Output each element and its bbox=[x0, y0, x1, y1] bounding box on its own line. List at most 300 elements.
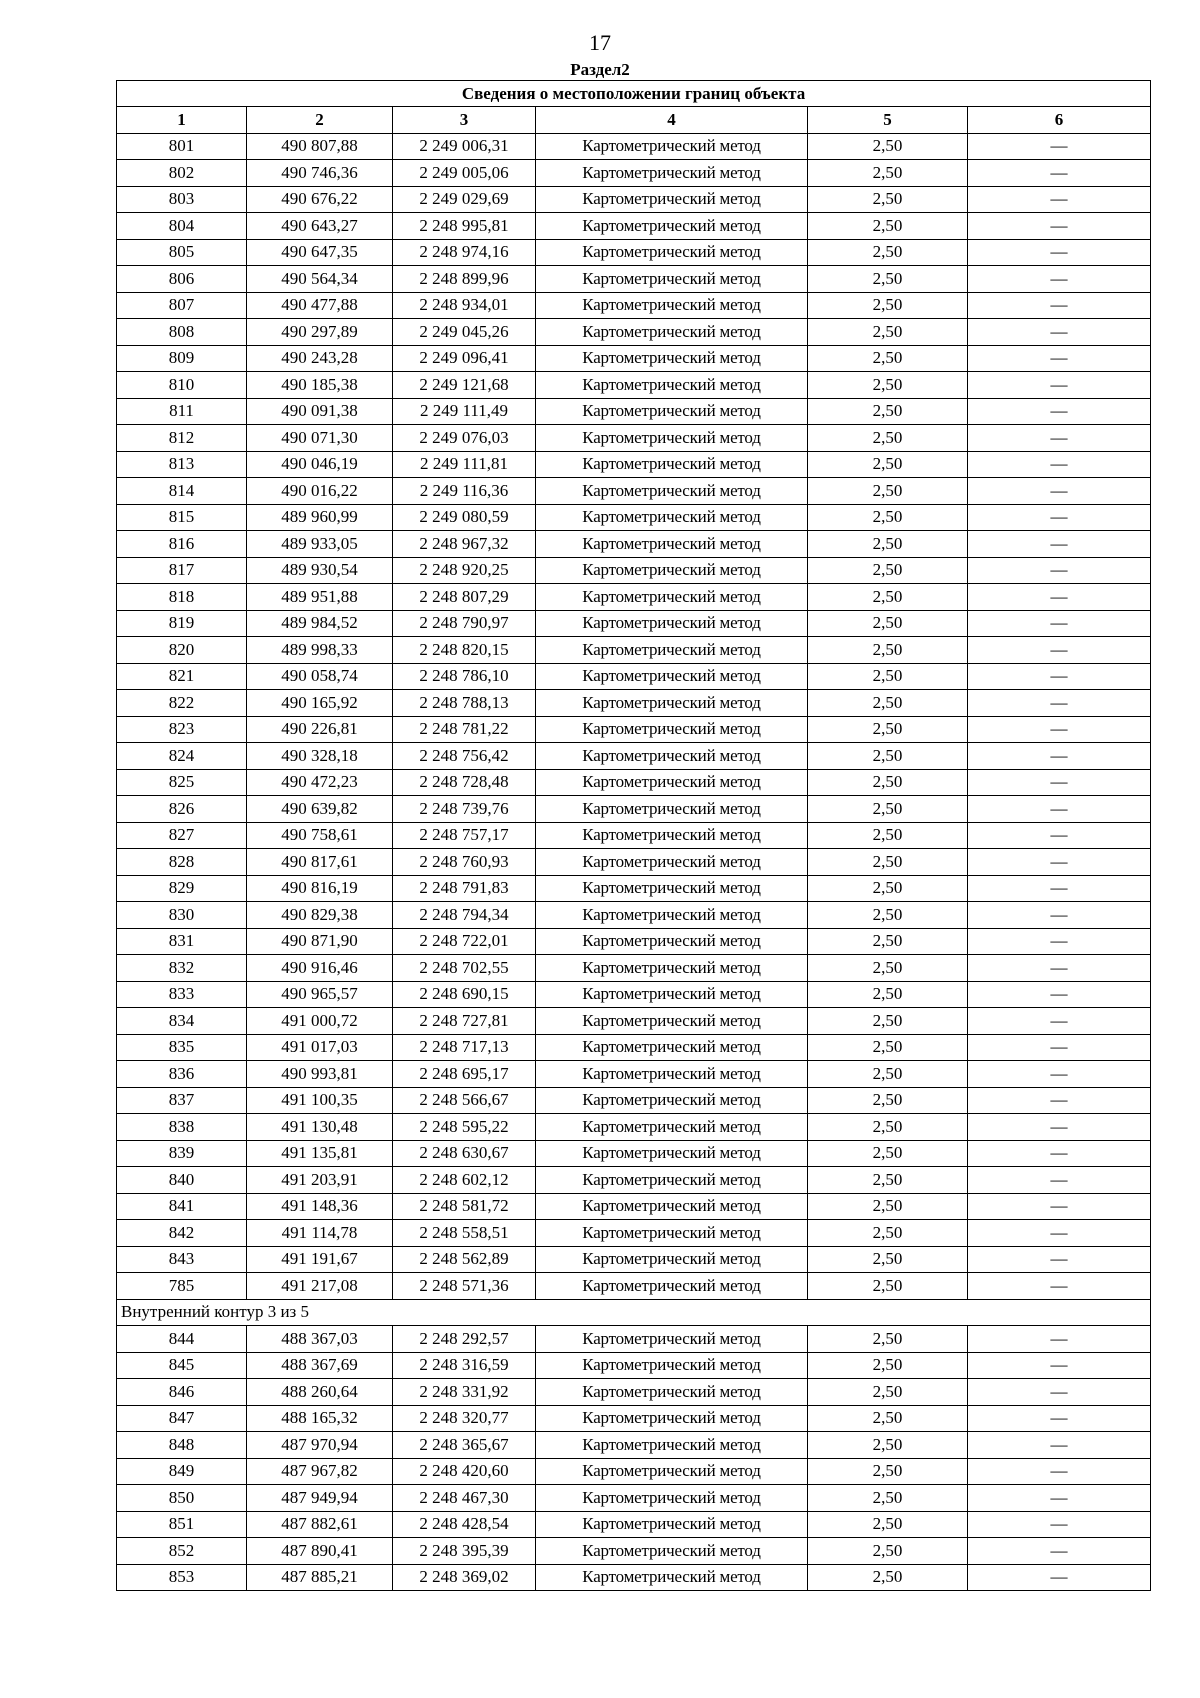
point-number-cell: 816 bbox=[117, 531, 247, 558]
method-cell: Картометрический метод bbox=[536, 1273, 808, 1300]
x-coordinate-cell: 490 965,57 bbox=[247, 981, 393, 1008]
point-number-cell: 840 bbox=[117, 1167, 247, 1194]
table-row bbox=[117, 1193, 1151, 1220]
note-cell: — bbox=[968, 716, 1151, 743]
y-coordinate-cell: 2 248 316,59 bbox=[393, 1352, 536, 1379]
x-coordinate-cell: 491 100,35 bbox=[247, 1087, 393, 1114]
point-number-cell: 829 bbox=[117, 875, 247, 902]
method-cell: Картометрический метод bbox=[536, 1114, 808, 1141]
y-coordinate-cell: 2 248 781,22 bbox=[393, 716, 536, 743]
y-coordinate-cell: 2 248 331,92 bbox=[393, 1379, 536, 1406]
method-cell: Картометрический метод bbox=[536, 478, 808, 505]
note-cell: — bbox=[968, 345, 1151, 372]
note-cell: — bbox=[968, 1034, 1151, 1061]
method-cell: Картометрический метод bbox=[536, 769, 808, 796]
point-number-cell: 849 bbox=[117, 1458, 247, 1485]
x-coordinate-cell: 491 000,72 bbox=[247, 1008, 393, 1035]
x-coordinate-cell: 490 071,30 bbox=[247, 425, 393, 452]
accuracy-cell: 2,50 bbox=[808, 875, 968, 902]
method-cell: Картометрический метод bbox=[536, 1352, 808, 1379]
y-coordinate-cell: 2 248 974,16 bbox=[393, 239, 536, 266]
note-cell: — bbox=[968, 663, 1151, 690]
method-cell: Картометрический метод bbox=[536, 981, 808, 1008]
accuracy-cell: 2,50 bbox=[808, 1087, 968, 1114]
y-coordinate-cell: 2 248 757,17 bbox=[393, 822, 536, 849]
method-cell: Картометрический метод bbox=[536, 425, 808, 452]
x-coordinate-cell: 490 816,19 bbox=[247, 875, 393, 902]
accuracy-cell: 2,50 bbox=[808, 690, 968, 717]
point-number-cell: 845 bbox=[117, 1352, 247, 1379]
y-coordinate-cell: 2 248 630,67 bbox=[393, 1140, 536, 1167]
method-cell: Картометрический метод bbox=[536, 1511, 808, 1538]
accuracy-cell: 2,50 bbox=[808, 451, 968, 478]
accuracy-cell: 2,50 bbox=[808, 1538, 968, 1565]
accuracy-cell: 2,50 bbox=[808, 716, 968, 743]
point-number-cell: 852 bbox=[117, 1538, 247, 1565]
y-coordinate-cell: 2 248 292,57 bbox=[393, 1326, 536, 1353]
point-number-cell: 835 bbox=[117, 1034, 247, 1061]
method-cell: Картометрический метод bbox=[536, 186, 808, 213]
table-row bbox=[117, 478, 1151, 505]
x-coordinate-cell: 490 817,61 bbox=[247, 849, 393, 876]
note-cell: — bbox=[968, 1167, 1151, 1194]
x-coordinate-cell: 489 998,33 bbox=[247, 637, 393, 664]
x-coordinate-cell: 491 130,48 bbox=[247, 1114, 393, 1141]
point-number-cell: 809 bbox=[117, 345, 247, 372]
x-coordinate-cell: 490 185,38 bbox=[247, 372, 393, 399]
point-number-cell: 832 bbox=[117, 955, 247, 982]
accuracy-cell: 2,50 bbox=[808, 1061, 968, 1088]
note-cell: — bbox=[968, 319, 1151, 346]
y-coordinate-cell: 2 248 739,76 bbox=[393, 796, 536, 823]
method-cell: Картометрический метод bbox=[536, 1061, 808, 1088]
table-row bbox=[117, 292, 1151, 319]
method-cell: Картометрический метод bbox=[536, 1405, 808, 1432]
contour-label-row bbox=[117, 1299, 1151, 1326]
table-row bbox=[117, 1246, 1151, 1273]
note-cell: — bbox=[968, 1326, 1151, 1353]
point-number-cell: 844 bbox=[117, 1326, 247, 1353]
y-coordinate-cell: 2 249 029,69 bbox=[393, 186, 536, 213]
table-body bbox=[117, 133, 1151, 1591]
table-row bbox=[117, 1405, 1151, 1432]
point-number-cell: 848 bbox=[117, 1432, 247, 1459]
table-row bbox=[117, 663, 1151, 690]
accuracy-cell: 2,50 bbox=[808, 822, 968, 849]
y-coordinate-cell: 2 248 786,10 bbox=[393, 663, 536, 690]
y-coordinate-cell: 2 248 760,93 bbox=[393, 849, 536, 876]
x-coordinate-cell: 491 148,36 bbox=[247, 1193, 393, 1220]
accuracy-cell: 2,50 bbox=[808, 372, 968, 399]
method-cell: Картометрический метод bbox=[536, 1008, 808, 1035]
accuracy-cell: 2,50 bbox=[808, 1193, 968, 1220]
point-number-cell: 820 bbox=[117, 637, 247, 664]
point-number-cell: 836 bbox=[117, 1061, 247, 1088]
note-cell: — bbox=[968, 557, 1151, 584]
method-cell: Картометрический метод bbox=[536, 955, 808, 982]
point-number-cell: 801 bbox=[117, 133, 247, 160]
accuracy-cell: 2,50 bbox=[808, 1564, 968, 1591]
boundary-coordinates-table bbox=[116, 80, 1151, 1591]
note-cell: — bbox=[968, 478, 1151, 505]
point-number-cell: 839 bbox=[117, 1140, 247, 1167]
method-cell: Картометрический метод bbox=[536, 133, 808, 160]
table-row bbox=[117, 1034, 1151, 1061]
table-row bbox=[117, 1432, 1151, 1459]
note-cell: — bbox=[968, 902, 1151, 929]
method-cell: Картометрический метод bbox=[536, 1485, 808, 1512]
note-cell: — bbox=[968, 796, 1151, 823]
note-cell: — bbox=[968, 743, 1151, 770]
table-row bbox=[117, 1326, 1151, 1353]
point-number-cell: 802 bbox=[117, 160, 247, 187]
point-number-cell: 847 bbox=[117, 1405, 247, 1432]
point-number-cell: 842 bbox=[117, 1220, 247, 1247]
y-coordinate-cell: 2 249 045,26 bbox=[393, 319, 536, 346]
accuracy-cell: 2,50 bbox=[808, 1432, 968, 1459]
table-row bbox=[117, 716, 1151, 743]
point-number-cell: 804 bbox=[117, 213, 247, 240]
x-coordinate-cell: 487 890,41 bbox=[247, 1538, 393, 1565]
table-row bbox=[117, 451, 1151, 478]
note-cell: — bbox=[968, 372, 1151, 399]
table-row bbox=[117, 1167, 1151, 1194]
accuracy-cell: 2,50 bbox=[808, 504, 968, 531]
table-row bbox=[117, 160, 1151, 187]
y-coordinate-cell: 2 248 690,15 bbox=[393, 981, 536, 1008]
table-row bbox=[117, 955, 1151, 982]
x-coordinate-cell: 490 993,81 bbox=[247, 1061, 393, 1088]
table-row bbox=[117, 796, 1151, 823]
method-cell: Картометрический метод bbox=[536, 213, 808, 240]
point-number-cell: 807 bbox=[117, 292, 247, 319]
table-row bbox=[117, 1511, 1151, 1538]
accuracy-cell: 2,50 bbox=[808, 1458, 968, 1485]
y-coordinate-cell: 2 248 728,48 bbox=[393, 769, 536, 796]
note-cell: — bbox=[968, 1405, 1151, 1432]
y-coordinate-cell: 2 248 722,01 bbox=[393, 928, 536, 955]
table-row bbox=[117, 319, 1151, 346]
x-coordinate-cell: 490 746,36 bbox=[247, 160, 393, 187]
x-coordinate-cell: 490 758,61 bbox=[247, 822, 393, 849]
method-cell: Картометрический метод bbox=[536, 1193, 808, 1220]
note-cell: — bbox=[968, 955, 1151, 982]
table-row bbox=[117, 1538, 1151, 1565]
accuracy-cell: 2,50 bbox=[808, 1352, 968, 1379]
table-row bbox=[117, 345, 1151, 372]
note-cell: — bbox=[968, 1220, 1151, 1247]
point-number-cell: 785 bbox=[117, 1273, 247, 1300]
accuracy-cell: 2,50 bbox=[808, 1379, 968, 1406]
y-coordinate-cell: 2 248 420,60 bbox=[393, 1458, 536, 1485]
table-row bbox=[117, 1273, 1151, 1300]
table-row bbox=[117, 504, 1151, 531]
method-cell: Картометрический метод bbox=[536, 557, 808, 584]
note-cell: — bbox=[968, 822, 1151, 849]
column-header-row bbox=[117, 107, 1151, 134]
accuracy-cell: 2,50 bbox=[808, 1008, 968, 1035]
x-coordinate-cell: 490 477,88 bbox=[247, 292, 393, 319]
x-coordinate-cell: 490 643,27 bbox=[247, 213, 393, 240]
point-number-cell: 808 bbox=[117, 319, 247, 346]
point-number-cell: 834 bbox=[117, 1008, 247, 1035]
x-coordinate-cell: 490 226,81 bbox=[247, 716, 393, 743]
point-number-cell: 825 bbox=[117, 769, 247, 796]
accuracy-cell: 2,50 bbox=[808, 955, 968, 982]
accuracy-cell: 2,50 bbox=[808, 849, 968, 876]
x-coordinate-cell: 490 647,35 bbox=[247, 239, 393, 266]
accuracy-cell: 2,50 bbox=[808, 663, 968, 690]
method-cell: Картометрический метод bbox=[536, 690, 808, 717]
table-caption: Сведения о местоположении границ объекта bbox=[117, 81, 1151, 107]
accuracy-cell: 2,50 bbox=[808, 345, 968, 372]
note-cell: — bbox=[968, 266, 1151, 293]
point-number-cell: 817 bbox=[117, 557, 247, 584]
y-coordinate-cell: 2 248 558,51 bbox=[393, 1220, 536, 1247]
x-coordinate-cell: 491 203,91 bbox=[247, 1167, 393, 1194]
y-coordinate-cell: 2 248 428,54 bbox=[393, 1511, 536, 1538]
x-coordinate-cell: 489 933,05 bbox=[247, 531, 393, 558]
note-cell: — bbox=[968, 398, 1151, 425]
note-cell: — bbox=[968, 239, 1151, 266]
x-coordinate-cell: 490 297,89 bbox=[247, 319, 393, 346]
point-number-cell: 810 bbox=[117, 372, 247, 399]
section-title: Раздел2 bbox=[570, 60, 630, 79]
note-cell: — bbox=[968, 531, 1151, 558]
y-coordinate-cell: 2 249 006,31 bbox=[393, 133, 536, 160]
x-coordinate-cell: 490 639,82 bbox=[247, 796, 393, 823]
accuracy-cell: 2,50 bbox=[808, 531, 968, 558]
y-coordinate-cell: 2 248 467,30 bbox=[393, 1485, 536, 1512]
accuracy-cell: 2,50 bbox=[808, 637, 968, 664]
accuracy-cell: 2,50 bbox=[808, 928, 968, 955]
table-row bbox=[117, 425, 1151, 452]
method-cell: Картометрический метод bbox=[536, 822, 808, 849]
table-row bbox=[117, 133, 1151, 160]
table-row bbox=[117, 1061, 1151, 1088]
table-row bbox=[117, 372, 1151, 399]
table-row bbox=[117, 690, 1151, 717]
y-coordinate-cell: 2 248 920,25 bbox=[393, 557, 536, 584]
method-cell: Картометрический метод bbox=[536, 1538, 808, 1565]
point-number-cell: 830 bbox=[117, 902, 247, 929]
table-row bbox=[117, 557, 1151, 584]
note-cell: — bbox=[968, 292, 1151, 319]
table-row bbox=[117, 902, 1151, 929]
note-cell: — bbox=[968, 1061, 1151, 1088]
note-cell: — bbox=[968, 1273, 1151, 1300]
note-cell: — bbox=[968, 875, 1151, 902]
table-row bbox=[117, 1087, 1151, 1114]
accuracy-cell: 2,50 bbox=[808, 186, 968, 213]
accuracy-cell: 2,50 bbox=[808, 1167, 968, 1194]
x-coordinate-cell: 489 960,99 bbox=[247, 504, 393, 531]
note-cell: — bbox=[968, 1511, 1151, 1538]
note-cell: — bbox=[968, 425, 1151, 452]
point-number-cell: 853 bbox=[117, 1564, 247, 1591]
method-cell: Картометрический метод bbox=[536, 610, 808, 637]
y-coordinate-cell: 2 248 788,13 bbox=[393, 690, 536, 717]
column-header: 3 bbox=[393, 107, 536, 134]
accuracy-cell: 2,50 bbox=[808, 292, 968, 319]
y-coordinate-cell: 2 248 595,22 bbox=[393, 1114, 536, 1141]
y-coordinate-cell: 2 249 111,81 bbox=[393, 451, 536, 478]
accuracy-cell: 2,50 bbox=[808, 160, 968, 187]
accuracy-cell: 2,50 bbox=[808, 398, 968, 425]
note-cell: — bbox=[968, 1458, 1151, 1485]
accuracy-cell: 2,50 bbox=[808, 425, 968, 452]
y-coordinate-cell: 2 248 995,81 bbox=[393, 213, 536, 240]
x-coordinate-cell: 488 260,64 bbox=[247, 1379, 393, 1406]
y-coordinate-cell: 2 248 717,13 bbox=[393, 1034, 536, 1061]
point-number-cell: 823 bbox=[117, 716, 247, 743]
method-cell: Картометрический метод bbox=[536, 160, 808, 187]
x-coordinate-cell: 490 807,88 bbox=[247, 133, 393, 160]
y-coordinate-cell: 2 248 967,32 bbox=[393, 531, 536, 558]
point-number-cell: 827 bbox=[117, 822, 247, 849]
accuracy-cell: 2,50 bbox=[808, 239, 968, 266]
note-cell: — bbox=[968, 928, 1151, 955]
accuracy-cell: 2,50 bbox=[808, 266, 968, 293]
point-number-cell: 811 bbox=[117, 398, 247, 425]
note-cell: — bbox=[968, 1008, 1151, 1035]
note-cell: — bbox=[968, 1379, 1151, 1406]
method-cell: Картометрический метод bbox=[536, 902, 808, 929]
accuracy-cell: 2,50 bbox=[808, 902, 968, 929]
accuracy-cell: 2,50 bbox=[808, 1273, 968, 1300]
table-row bbox=[117, 1564, 1151, 1591]
y-coordinate-cell: 2 249 111,49 bbox=[393, 398, 536, 425]
method-cell: Картометрический метод bbox=[536, 372, 808, 399]
y-coordinate-cell: 2 248 695,17 bbox=[393, 1061, 536, 1088]
y-coordinate-cell: 2 248 820,15 bbox=[393, 637, 536, 664]
point-number-cell: 826 bbox=[117, 796, 247, 823]
table-row bbox=[117, 239, 1151, 266]
accuracy-cell: 2,50 bbox=[808, 1140, 968, 1167]
table-row bbox=[117, 1008, 1151, 1035]
point-number-cell: 833 bbox=[117, 981, 247, 1008]
method-cell: Картометрический метод bbox=[536, 928, 808, 955]
y-coordinate-cell: 2 248 566,67 bbox=[393, 1087, 536, 1114]
y-coordinate-cell: 2 248 602,12 bbox=[393, 1167, 536, 1194]
point-number-cell: 841 bbox=[117, 1193, 247, 1220]
accuracy-cell: 2,50 bbox=[808, 981, 968, 1008]
column-header: 1 bbox=[117, 107, 247, 134]
note-cell: — bbox=[968, 133, 1151, 160]
accuracy-cell: 2,50 bbox=[808, 1114, 968, 1141]
x-coordinate-cell: 488 367,03 bbox=[247, 1326, 393, 1353]
x-coordinate-cell: 489 951,88 bbox=[247, 584, 393, 611]
accuracy-cell: 2,50 bbox=[808, 743, 968, 770]
point-number-cell: 831 bbox=[117, 928, 247, 955]
point-number-cell: 818 bbox=[117, 584, 247, 611]
y-coordinate-cell: 2 249 076,03 bbox=[393, 425, 536, 452]
x-coordinate-cell: 490 243,28 bbox=[247, 345, 393, 372]
column-header: 5 bbox=[808, 107, 968, 134]
accuracy-cell: 2,50 bbox=[808, 1220, 968, 1247]
point-number-cell: 822 bbox=[117, 690, 247, 717]
note-cell: — bbox=[968, 610, 1151, 637]
y-coordinate-cell: 2 248 807,29 bbox=[393, 584, 536, 611]
table-row bbox=[117, 743, 1151, 770]
method-cell: Картометрический метод bbox=[536, 875, 808, 902]
accuracy-cell: 2,50 bbox=[808, 478, 968, 505]
method-cell: Картометрический метод bbox=[536, 849, 808, 876]
table-row bbox=[117, 610, 1151, 637]
accuracy-cell: 2,50 bbox=[808, 610, 968, 637]
y-coordinate-cell: 2 249 116,36 bbox=[393, 478, 536, 505]
method-cell: Картометрический метод bbox=[536, 398, 808, 425]
point-number-cell: 814 bbox=[117, 478, 247, 505]
table-row bbox=[117, 1458, 1151, 1485]
method-cell: Картометрический метод bbox=[536, 743, 808, 770]
table-row bbox=[117, 849, 1151, 876]
note-cell: — bbox=[968, 584, 1151, 611]
table-row bbox=[117, 822, 1151, 849]
x-coordinate-cell: 490 165,92 bbox=[247, 690, 393, 717]
method-cell: Картометрический метод bbox=[536, 1458, 808, 1485]
x-coordinate-cell: 490 871,90 bbox=[247, 928, 393, 955]
table-row bbox=[117, 769, 1151, 796]
method-cell: Картометрический метод bbox=[536, 663, 808, 690]
note-cell: — bbox=[968, 451, 1151, 478]
accuracy-cell: 2,50 bbox=[808, 1511, 968, 1538]
accuracy-cell: 2,50 bbox=[808, 584, 968, 611]
table-row bbox=[117, 875, 1151, 902]
table-row bbox=[117, 1352, 1151, 1379]
x-coordinate-cell: 488 165,32 bbox=[247, 1405, 393, 1432]
table-row bbox=[117, 1140, 1151, 1167]
note-cell: — bbox=[968, 769, 1151, 796]
note-cell: — bbox=[968, 1564, 1151, 1591]
table-row bbox=[117, 1220, 1151, 1247]
point-number-cell: 819 bbox=[117, 610, 247, 637]
method-cell: Картометрический метод bbox=[536, 345, 808, 372]
table-row bbox=[117, 928, 1151, 955]
note-cell: — bbox=[968, 1538, 1151, 1565]
y-coordinate-cell: 2 248 934,01 bbox=[393, 292, 536, 319]
note-cell: — bbox=[968, 1432, 1151, 1459]
x-coordinate-cell: 487 882,61 bbox=[247, 1511, 393, 1538]
accuracy-cell: 2,50 bbox=[808, 1034, 968, 1061]
note-cell: — bbox=[968, 690, 1151, 717]
note-cell: — bbox=[968, 1485, 1151, 1512]
y-coordinate-cell: 2 248 790,97 bbox=[393, 610, 536, 637]
note-cell: — bbox=[968, 213, 1151, 240]
method-cell: Картометрический метод bbox=[536, 1167, 808, 1194]
x-coordinate-cell: 490 916,46 bbox=[247, 955, 393, 982]
accuracy-cell: 2,50 bbox=[808, 1246, 968, 1273]
y-coordinate-cell: 2 248 794,34 bbox=[393, 902, 536, 929]
table-caption-row bbox=[117, 81, 1151, 107]
x-coordinate-cell: 487 970,94 bbox=[247, 1432, 393, 1459]
table-row bbox=[117, 981, 1151, 1008]
y-coordinate-cell: 2 248 727,81 bbox=[393, 1008, 536, 1035]
point-number-cell: 851 bbox=[117, 1511, 247, 1538]
table-row bbox=[117, 1379, 1151, 1406]
method-cell: Картометрический метод bbox=[536, 796, 808, 823]
y-coordinate-cell: 2 248 320,77 bbox=[393, 1405, 536, 1432]
point-number-cell: 813 bbox=[117, 451, 247, 478]
table-row bbox=[117, 398, 1151, 425]
method-cell: Картометрический метод bbox=[536, 266, 808, 293]
method-cell: Картометрический метод bbox=[536, 451, 808, 478]
x-coordinate-cell: 491 135,81 bbox=[247, 1140, 393, 1167]
y-coordinate-cell: 2 248 899,96 bbox=[393, 266, 536, 293]
point-number-cell: 828 bbox=[117, 849, 247, 876]
x-coordinate-cell: 491 217,08 bbox=[247, 1273, 393, 1300]
table-row bbox=[117, 1485, 1151, 1512]
